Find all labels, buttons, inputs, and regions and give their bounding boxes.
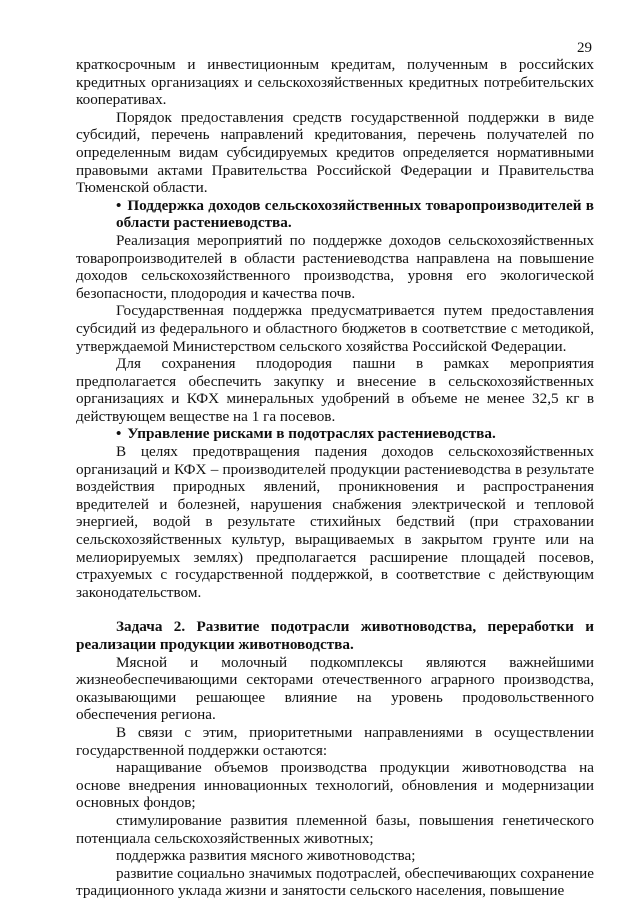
list-item-production-growth: наращивание объемов производства продукции животноводства на основе внедрения инновационных технологий, обновления и модернизации основных фондов;	[76, 759, 594, 812]
list-item-meat-livestock: поддержка развития мясного животноводства;	[116, 847, 416, 865]
bullet-icon: •	[116, 425, 122, 443]
heading-task-2: Задача 2. Развитие подотрасли животноводства, переработки и реализации продукции животноводства.	[76, 618, 594, 653]
paragraph-risk-insurance: В целях предотвращения падения доходов сельскохозяйственных организаций и КФХ – производителей продукции растениеводства в результате воздействия природных явлений, проникновения и распространения вредителей и болезней, нарушения снабжения электрической и тепловой энергией, водой в результате стихийных бедствий (при страховании сельскохозяйственных культур, выращиваемых в закрытом грунте или на мелиорируемых землях) предполагается расширение площадей посевов, страхуемых с государственной поддержкой, в соответствие с действующим законодательством.	[76, 443, 594, 601]
paragraph-priorities-intro: В связи с этим, приоритетными направлениями в осуществлении государственной поддержки остаются:	[76, 723, 594, 759]
heading-risk-management-text: Управление рисками в подотраслях растениеводства.	[127, 425, 496, 443]
list-item-social-subsectors: развитие социально значимых подотраслей, обеспечивающих сохранение традиционного уклада жизни и занятости сельского населения, повышение	[76, 864, 594, 900]
paragraph-income-support-goal: Реализация мероприятий по поддержке доходов сельскохозяйственных товаропроизводителей в области растениеводства направлена на повышение доходов сельскохозяйственного производства, уровня его экологической безопасности, плодородия и качества почв.	[76, 231, 594, 302]
list-item-breeding-base: стимулирование развития племенной базы, повышения генетического потенциала сельскохозяйственных животных;	[76, 811, 594, 847]
paragraph-subsidy-procedure: Порядок предоставления средств государственной поддержки в виде субсидий, перечень направлений кредитования, перечень получателей по определенным видам субсидируемых кредитов определяется нормативными правовыми актами Правительства Российской Федерации и Правительства Тюменской области.	[76, 108, 594, 197]
heading-risk-management	[76, 425, 594, 443]
paragraph-meat-dairy: Мясной и молочный подкомплексы являются важнейшими жизнеобеспечивающими секторами отечественного аграрного производства, оказывающими решающее влияние на уровень продовольственного обеспечения региона.	[76, 653, 594, 724]
paragraph-soil-fertility: Для сохранения плодородия пашни в рамках мероприятия предполагается обеспечить закупку и внесение в сельскохозяйственных организациях и КФХ минеральных удобрений в объеме не менее 32,5 кг в действующем веществе на 1 га посевов.	[76, 355, 594, 425]
paragraph-state-support-method: Государственная поддержка предусматривается путем предоставления субсидий из федерального и областного бюджетов в соответствие с методикой, утверждаемой Министерством сельского хозяйства Российской Федерации.	[76, 302, 594, 355]
page-number: 29	[577, 40, 592, 56]
heading-income-support-text: Поддержка доходов сельскохозяйственных товаропроизводителей в области растениеводства.	[116, 196, 594, 232]
section-gap	[76, 601, 594, 618]
document-body	[76, 56, 594, 900]
bullet-icon: •	[116, 196, 122, 214]
paragraph-credits-continuation: краткосрочным и инвестиционным кредитам, полученным в российских кредитных организациях и сельскохозяйственных кредитных потребительских кооперативах.	[76, 56, 594, 109]
heading-income-support	[76, 197, 594, 232]
